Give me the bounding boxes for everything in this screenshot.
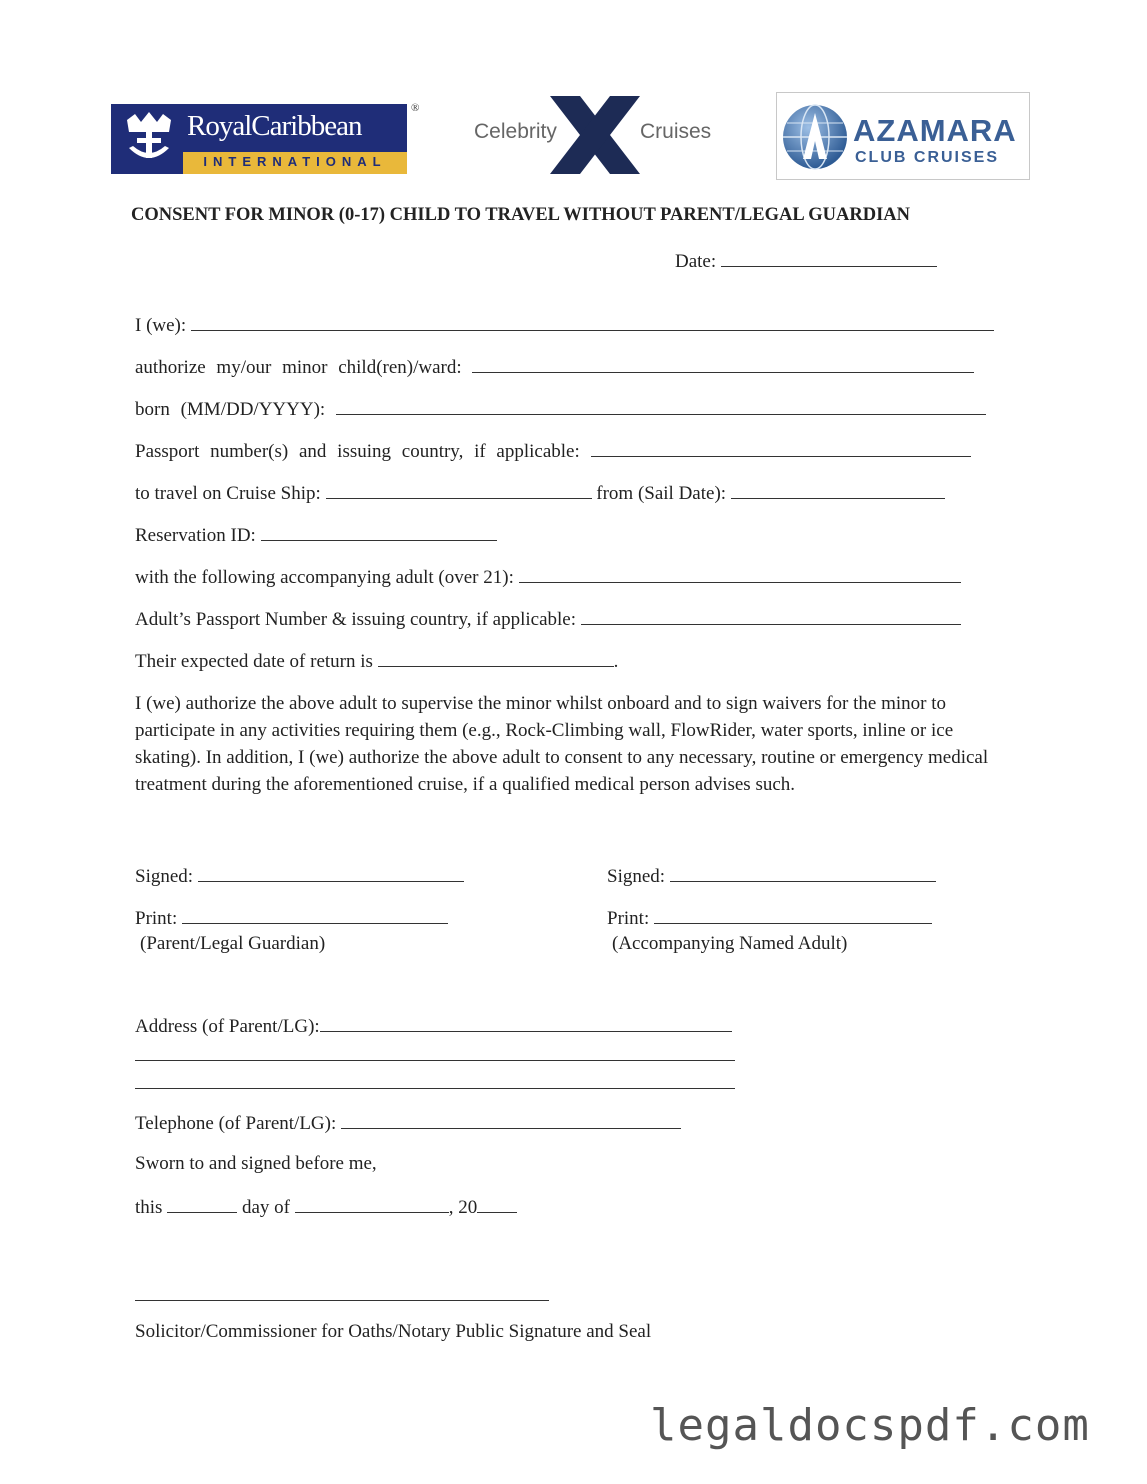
telephone-label: Telephone (of Parent/LG):	[135, 1113, 337, 1134]
royal-caribbean-band	[183, 152, 407, 174]
parent-signed-field[interactable]	[135, 864, 464, 888]
adult-signed-blank[interactable]	[670, 864, 936, 882]
address-field[interactable]	[135, 1014, 732, 1038]
celebrity-x-icon	[550, 96, 640, 174]
globe-icon	[781, 99, 849, 173]
address-line-2[interactable]	[135, 1043, 735, 1061]
azamara-logo	[776, 92, 1030, 180]
parent-print-blank[interactable]	[182, 906, 448, 924]
adult-passport-field[interactable]	[135, 607, 961, 631]
adult-print-blank[interactable]	[654, 906, 932, 924]
celebrity-left-text: Celebrity	[474, 120, 557, 143]
sworn-text: Sworn to and signed before me,	[135, 1153, 377, 1174]
year-blank[interactable]	[477, 1195, 517, 1213]
day-of-label: day of	[241, 1197, 290, 1218]
notary-signature-line[interactable]	[135, 1283, 549, 1301]
watermark: legaldocspdf.com	[650, 1400, 1090, 1451]
date-label: Date:	[675, 251, 717, 272]
sail-date-blank[interactable]	[731, 481, 945, 499]
accompanying-adult-field[interactable]	[135, 565, 961, 589]
celebrity-logo	[466, 94, 718, 176]
document-title: CONSENT FOR MINOR (0-17) CHILD TO TRAVEL WITHOUT PARENT/LEGAL GUARDIAN	[131, 205, 911, 225]
adult-print-field[interactable]	[607, 906, 932, 930]
cruise-ship-label: to travel on Cruise Ship:	[135, 483, 321, 504]
parent-role-label: (Parent/Legal Guardian)	[140, 933, 326, 954]
parent-print-label: Print:	[135, 908, 178, 929]
parent-signed-label: Signed:	[135, 866, 194, 887]
this-label: this	[135, 1197, 163, 1218]
authorization-paragraph: I (we) authorize the above adult to supervise the minor whilst onboard and to sign waivers for the minor to participate in any activities requiring them (e.g., Rock-Climbing wall, FlowRider, water sports, inline or ice skating). In addition, I (we) authorize the above adult to consent to any necessary, routine or emergency medical treatment during the aforementioned cruise, if a qualified medical person advises such.	[135, 693, 989, 795]
day-blank[interactable]	[167, 1195, 237, 1213]
birth-date-label: born (MM/DD/YYYY):	[135, 399, 326, 420]
royal-caribbean-logo	[111, 104, 407, 174]
date-field[interactable]	[675, 249, 937, 273]
passport-blank[interactable]	[591, 439, 971, 457]
reservation-label: Reservation ID:	[135, 525, 256, 546]
parent-print-field[interactable]	[135, 906, 448, 930]
month-blank[interactable]	[295, 1195, 449, 1213]
return-date-period: .	[613, 651, 619, 672]
return-date-field[interactable]	[135, 649, 618, 673]
adult-role-label: (Accompanying Named Adult)	[612, 933, 848, 954]
registered-mark: ®	[411, 102, 420, 114]
i-we-field[interactable]	[135, 313, 994, 337]
birth-date-blank[interactable]	[336, 397, 986, 415]
notary-label: Solicitor/Commissioner for Oaths/Notary Public Signature and Seal	[135, 1321, 652, 1342]
crown-anchor-icon	[117, 110, 181, 168]
accompanying-adult-label: with the following accompanying adult (over 21):	[135, 567, 514, 588]
adult-signed-field[interactable]	[607, 864, 936, 888]
passport-label: Passport number(s) and issuing country, if applicable:	[135, 441, 580, 462]
telephone-blank[interactable]	[341, 1111, 681, 1129]
minor-child-label: authorize my/our minor child(ren)/ward:	[135, 357, 462, 378]
day-of-field[interactable]	[135, 1195, 517, 1219]
sail-date-label: from (Sail Date):	[596, 483, 727, 504]
azamara-name: AZAMARA	[853, 113, 1017, 148]
date-blank[interactable]	[721, 249, 937, 267]
reservation-blank[interactable]	[261, 523, 497, 541]
accompanying-adult-blank[interactable]	[519, 565, 961, 583]
adult-passport-label: Adult’s Passport Number & issuing country, if applicable:	[135, 609, 576, 630]
i-we-blank[interactable]	[191, 313, 994, 331]
cruise-ship-blank[interactable]	[326, 481, 592, 499]
i-we-label: I (we):	[135, 315, 187, 336]
adult-signed-label: Signed:	[607, 866, 666, 887]
royal-caribbean-sub: INTERNATIONAL	[203, 154, 387, 169]
year-prefix: , 20	[448, 1197, 478, 1218]
telephone-field[interactable]	[135, 1111, 681, 1135]
minor-child-field[interactable]	[135, 355, 974, 379]
passport-field[interactable]	[135, 439, 971, 463]
return-date-label: Their expected date of return is	[135, 651, 373, 672]
address-line-3[interactable]	[135, 1071, 735, 1089]
birth-date-field[interactable]	[135, 397, 986, 421]
address-label: Address (of Parent/LG):	[135, 1016, 320, 1037]
adult-passport-blank[interactable]	[581, 607, 961, 625]
return-date-blank[interactable]	[378, 649, 614, 667]
parent-signed-blank[interactable]	[198, 864, 464, 882]
royal-caribbean-name: RoyalCaribbean	[187, 110, 362, 142]
minor-child-blank[interactable]	[472, 355, 974, 373]
cruise-ship-field[interactable]	[135, 481, 945, 505]
address-blank[interactable]	[320, 1014, 732, 1032]
reservation-field[interactable]	[135, 523, 497, 547]
celebrity-right-text: Cruises	[640, 120, 712, 143]
adult-print-label: Print:	[607, 908, 650, 929]
azamara-sub: CLUB CRUISES	[855, 149, 1000, 166]
